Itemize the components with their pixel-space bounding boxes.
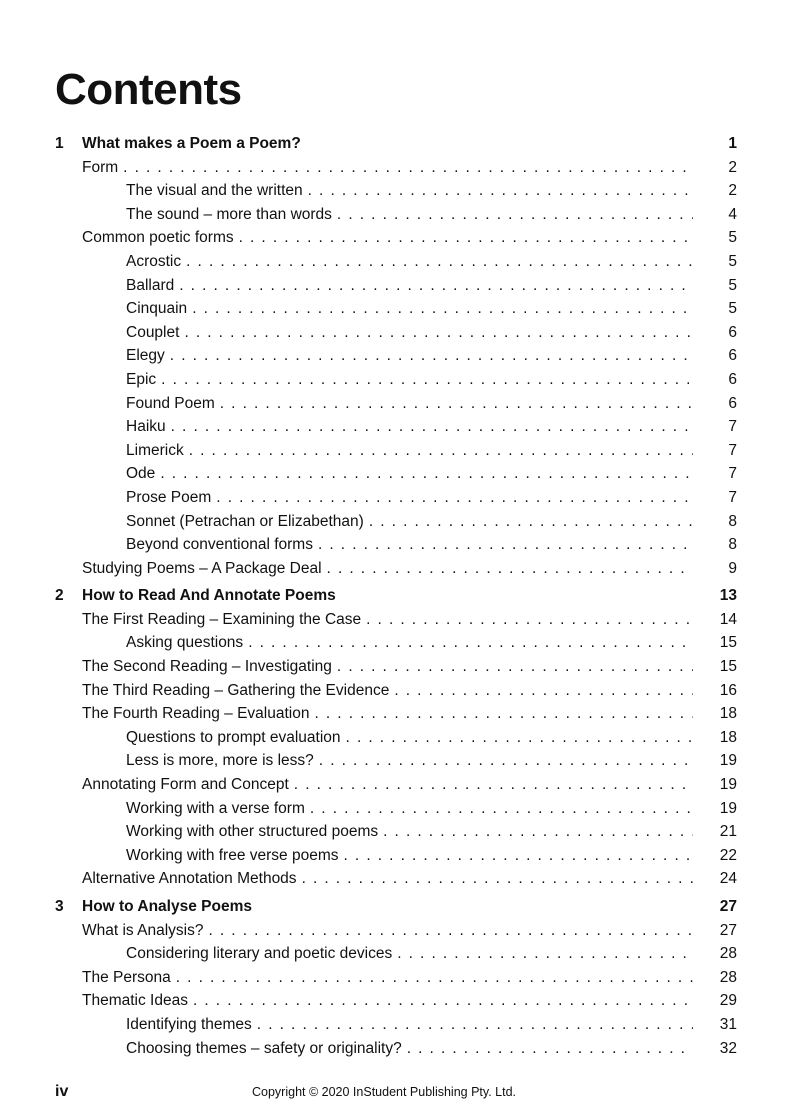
toc-entry-title: The Fourth Reading – Evaluation . . . (82, 702, 693, 726)
toc-subsection-row (55, 392, 737, 416)
toc-chapter-row (55, 895, 737, 919)
toc-section-row (55, 557, 737, 581)
footer-copyright: Copyright © 2020 InStudent Publishing Pty. Ltd. (252, 1085, 517, 1099)
toc-subsection-row (55, 820, 737, 844)
toc-entry-title: Working with a verse form . . . (126, 797, 693, 821)
toc-subsection-row (55, 321, 737, 345)
toc-entry-title: Ballard . . . (126, 274, 693, 298)
toc-entry-title: What makes a Poem a Poem? (82, 135, 301, 152)
toc-page-number: 15 (719, 658, 737, 676)
toc-entry-title: Ode . . . (126, 462, 693, 486)
table-of-contents (55, 132, 737, 1060)
toc-entry-title: Thematic Ideas . . . (82, 989, 693, 1013)
toc-entry-title: The First Reading – Examining the Case . . . (82, 608, 693, 632)
toc-page-number: 7 (728, 488, 737, 506)
toc-subsection-row (55, 250, 737, 274)
toc-page-number: 28 (719, 968, 737, 986)
toc-subsection-row (55, 1037, 737, 1061)
toc-entry-title: How to Read And Annotate Poems (82, 587, 336, 605)
toc-page-number: 31 (719, 1015, 737, 1033)
toc-entry-title: Questions to prompt evaluation . . . (126, 726, 693, 750)
toc-entry-title: Identifying themes . . . (126, 1013, 693, 1037)
toc-page-number: 18 (719, 728, 737, 746)
toc-subsection-row (55, 749, 737, 773)
toc-chapter-number: 2 (55, 587, 64, 605)
footer-page-number: iv (55, 1083, 69, 1100)
toc-page-number: 15 (719, 634, 737, 652)
toc-page-number: 27 (719, 898, 737, 915)
toc-subsection-row (55, 274, 737, 298)
toc-entry-title: Studying Poems – A Package Deal . . . (82, 557, 693, 581)
toc-subsection-row (55, 297, 737, 321)
toc-page-number: 32 (719, 1039, 737, 1057)
toc-entry-title: The Persona . . . (82, 966, 693, 990)
toc-page-number: 19 (719, 752, 737, 770)
toc-page-number: 24 (719, 870, 737, 888)
toc-entry-title: Couplet . . . (126, 321, 693, 345)
toc-entry-title: Beyond conventional forms . . . (126, 533, 693, 557)
toc-entry-title: The visual and the written . . . (126, 179, 693, 203)
toc-entry-title: How to Analyse Poems (82, 898, 252, 915)
toc-subsection-row (55, 415, 737, 439)
toc-page-number: 28 (719, 945, 737, 963)
toc-section-row (55, 156, 737, 180)
toc-subsection-row (55, 726, 737, 750)
toc-entry-title: The Second Reading – Investigating . . . (82, 655, 693, 679)
toc-page-number: 16 (719, 681, 737, 699)
toc-page-number: 8 (728, 536, 737, 554)
toc-chapter-number: 3 (55, 898, 64, 915)
toc-entry-title: Alternative Annotation Methods . . . (82, 867, 693, 891)
toc-section-row (55, 867, 737, 891)
toc-page-number: 8 (728, 512, 737, 530)
toc-page-number: 14 (719, 610, 737, 628)
toc-page-number: 19 (719, 799, 737, 817)
toc-subsection-row (55, 344, 737, 368)
toc-page-number: 5 (728, 229, 737, 247)
toc-section-row (55, 773, 737, 797)
toc-entry-title: Considering literary and poetic devices . . . (126, 942, 693, 966)
toc-entry-title: Haiku . . . (126, 415, 693, 439)
toc-subsection-row (55, 203, 737, 227)
toc-page-number: 6 (728, 323, 737, 341)
toc-page-number: 5 (728, 276, 737, 294)
toc-page-number: 6 (728, 370, 737, 388)
toc-entry-title: Working with free verse poems . . . (126, 844, 693, 868)
toc-page-number: 7 (728, 418, 737, 436)
toc-subsection-row (55, 368, 737, 392)
toc-chapter-row (55, 584, 737, 608)
toc-chapter-row (55, 132, 737, 156)
toc-entry-title: What is Analysis? . . . (82, 919, 693, 943)
toc-section-row (55, 679, 737, 703)
toc-page-number: 7 (728, 441, 737, 459)
toc-entry-title: Asking questions . . . (126, 631, 693, 655)
toc-page-number: 29 (719, 992, 737, 1010)
toc-entry-title: Prose Poem . . . (126, 486, 693, 510)
toc-entry-title: Common poetic forms . . . (82, 226, 693, 250)
toc-subsection-row (55, 942, 737, 966)
toc-entry-title: Working with other structured poems . . . (126, 820, 693, 844)
toc-page-number: 19 (719, 776, 737, 794)
toc-page-number: 6 (728, 394, 737, 412)
toc-section-row (55, 966, 737, 990)
toc-entry-title: Less is more, more is less? . . . (126, 749, 693, 773)
toc-subsection-row (55, 439, 737, 463)
toc-subsection-row (55, 797, 737, 821)
toc-subsection-row (55, 533, 737, 557)
toc-chapter-number: 1 (55, 135, 64, 152)
toc-entry-title: Annotating Form and Concept . . . (82, 773, 693, 797)
toc-page-number: 2 (728, 158, 737, 176)
toc-entry-title: Form . . . (82, 156, 693, 180)
toc-entry-title: Cinquain . . . (126, 297, 693, 321)
toc-page-number: 13 (719, 587, 737, 605)
toc-section-row (55, 989, 737, 1013)
toc-subsection-row (55, 486, 737, 510)
toc-entry-title: Found Poem . . . (126, 392, 693, 416)
toc-page-number: 4 (728, 205, 737, 223)
page-footer (55, 1083, 737, 1105)
toc-entry-title: Choosing themes – safety or originality? . . . (126, 1037, 693, 1061)
page-title: Contents (55, 65, 242, 114)
toc-subsection-row (55, 462, 737, 486)
toc-page-number: 9 (728, 559, 737, 577)
toc-page-number: 21 (719, 823, 737, 841)
toc-page-number: 7 (728, 465, 737, 483)
toc-subsection-row (55, 179, 737, 203)
toc-entry-title: Acrostic . . . (126, 250, 693, 274)
toc-section-row (55, 608, 737, 632)
toc-page-number: 2 (728, 182, 737, 200)
toc-page-number: 22 (719, 846, 737, 864)
toc-page-number: 5 (728, 300, 737, 318)
toc-entry-title: The Third Reading – Gathering the Evidence . . . (82, 679, 693, 703)
toc-page-number: 18 (719, 705, 737, 723)
toc-subsection-row (55, 844, 737, 868)
toc-section-row (55, 655, 737, 679)
toc-entry-title: Sonnet (Petrachan or Elizabethan) . . . (126, 510, 693, 534)
toc-entry-title: The sound – more than words . . . (126, 203, 693, 227)
toc-section-row (55, 226, 737, 250)
toc-page-number: 6 (728, 347, 737, 365)
toc-page-number: 5 (728, 252, 737, 270)
toc-entry-title: Elegy . . . (126, 344, 693, 368)
toc-page-number: 1 (728, 135, 737, 152)
toc-section-row (55, 919, 737, 943)
toc-subsection-row (55, 631, 737, 655)
toc-subsection-row (55, 510, 737, 534)
toc-entry-title: Epic . . . (126, 368, 693, 392)
toc-entry-title: Limerick . . . (126, 439, 693, 463)
toc-page-number: 27 (719, 921, 737, 939)
toc-subsection-row (55, 1013, 737, 1037)
toc-section-row (55, 702, 737, 726)
